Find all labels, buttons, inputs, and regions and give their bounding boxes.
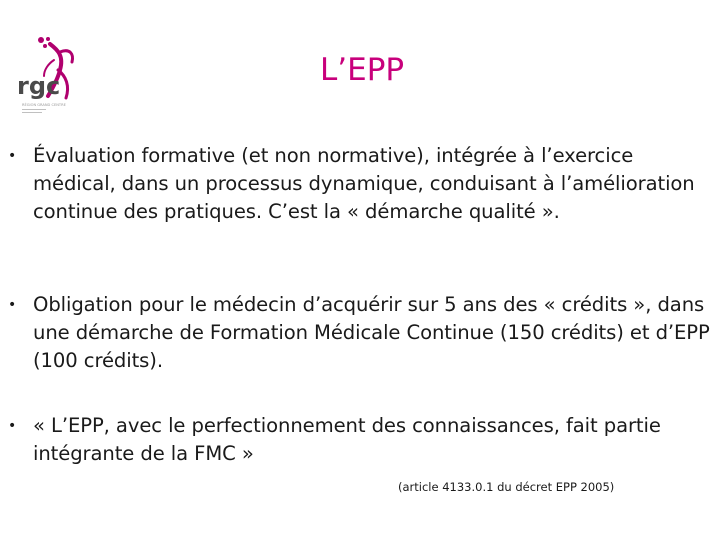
bullet-text: Évaluation formative (et non normative), intégrée à l’exercice médical, dans un processus dynamique, conduisant à l’amélioration continue des pratiques. C’est la « démarche qualité ». — [33, 144, 695, 223]
rgc-logo — [14, 30, 84, 122]
citation: (article 4133.0.1 du décret EPP 2005) — [398, 480, 615, 494]
bullet-marker: • — [8, 418, 17, 434]
logo-subtext: RÉGION GRAND CENTRE — [22, 103, 66, 107]
bullet-text: « L’EPP, avec le perfectionnement des connaissances, fait partie intégrante de la FMC » — [33, 414, 661, 465]
rgc-figure-icon — [14, 30, 84, 122]
bullet-marker: • — [8, 148, 17, 164]
bullet-marker: • — [8, 297, 17, 313]
logo-text: rgc — [17, 72, 61, 100]
bullet-text: Obligation pour le médecin d’acquérir sur 5 ans des « crédits », dans une démarche de Formation Médicale Continue (150 crédits) et d’EPP (100 crédits). — [33, 293, 710, 372]
slide-title: L’EPP — [320, 52, 405, 88]
